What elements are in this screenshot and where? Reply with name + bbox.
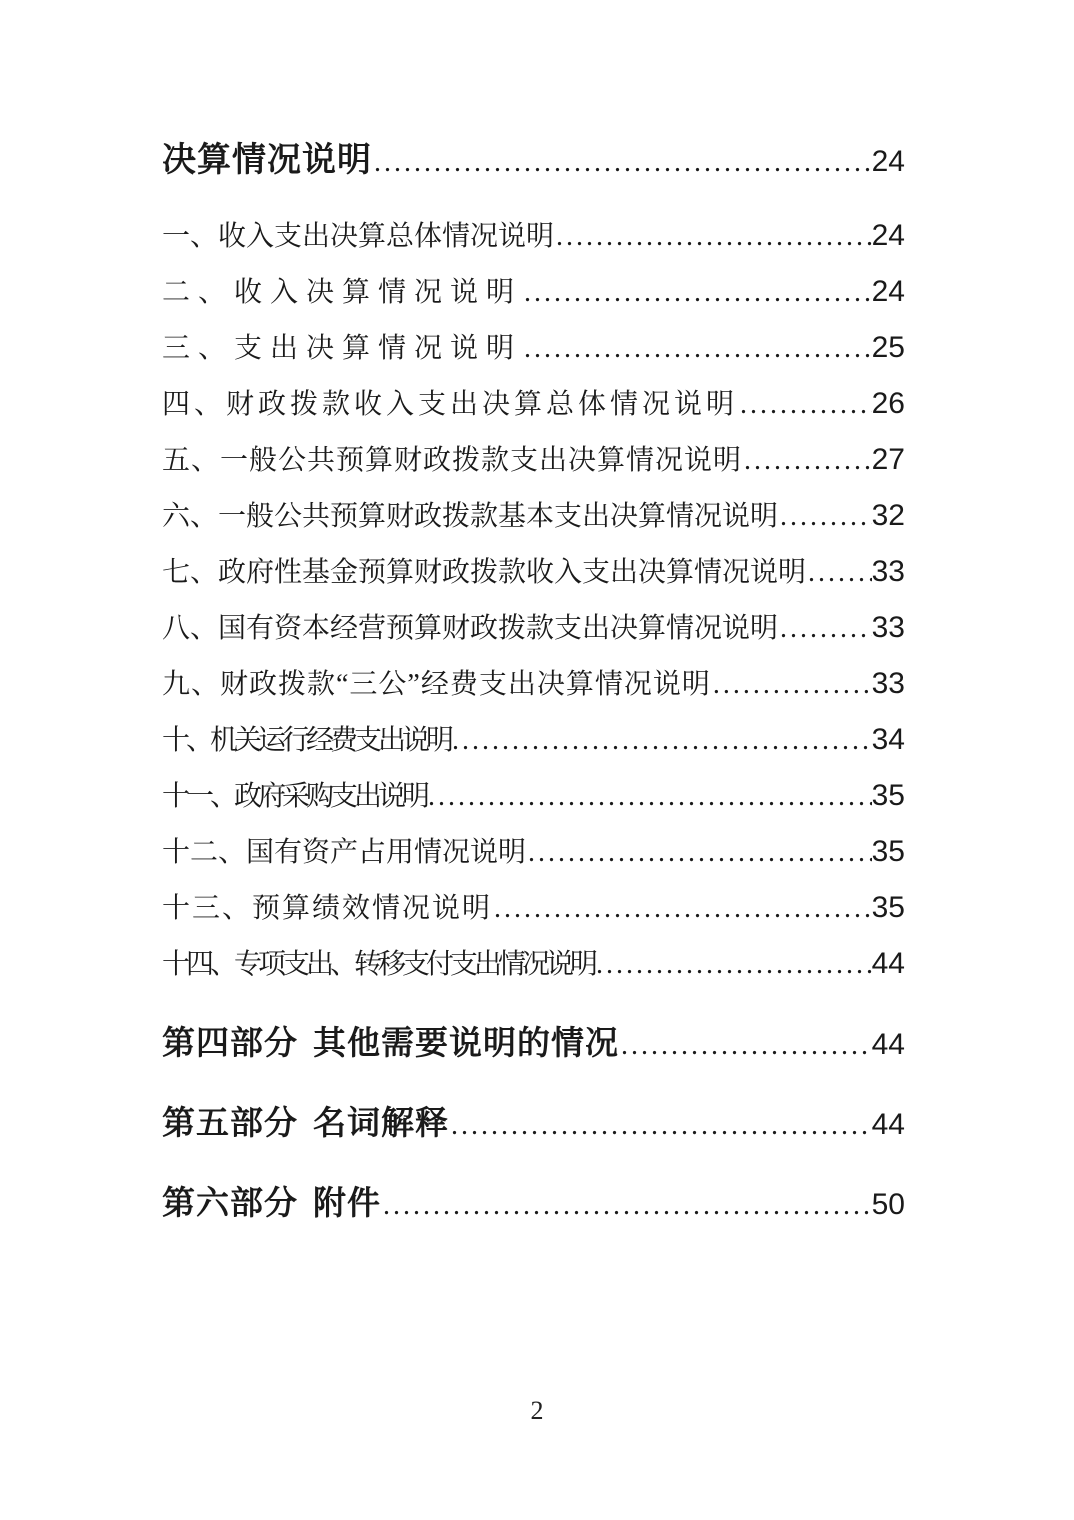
dot-leader: [780, 489, 872, 545]
toc-item-page-number: 26: [871, 387, 905, 420]
toc-part-title: 名词解释: [313, 1104, 449, 1141]
toc-item-list: [162, 208, 905, 992]
toc-item-page-number: 33: [871, 555, 905, 588]
dot-leader: [524, 265, 872, 321]
toc-item-row[interactable]: [162, 544, 905, 600]
dot-leader: [744, 433, 872, 489]
dot-leader: [596, 937, 872, 993]
toc-item-row[interactable]: [162, 880, 905, 936]
toc-item-page-number: 35: [871, 835, 905, 868]
toc-part-row[interactable]: [162, 1163, 905, 1243]
toc-item-page-number: 27: [871, 443, 905, 476]
dot-leader: [494, 881, 872, 937]
dot-leader: [374, 135, 872, 191]
toc-item-title: 六、一般公共预算财政拨款基本支出决算情况说明: [162, 501, 779, 532]
toc-item-page-number: 32: [871, 499, 905, 532]
toc-item-row[interactable]: [162, 488, 905, 544]
toc-item-row[interactable]: [162, 208, 905, 264]
toc-part-label: 第四部分: [162, 1024, 298, 1061]
dot-leader: [528, 825, 872, 881]
table-of-contents: [162, 132, 905, 1243]
toc-item-row[interactable]: [162, 712, 905, 768]
toc-part-page-number: 44: [871, 1028, 905, 1061]
toc-item-page-number: 35: [871, 779, 905, 812]
toc-part-title: 附件: [313, 1184, 381, 1221]
toc-item-title: 三、支出决算情况说明: [162, 333, 523, 364]
toc-item-page-number: 24: [871, 219, 905, 252]
toc-item-title: 四、财政拨款收入支出决算总体情况说明: [162, 389, 739, 420]
toc-part-list: [162, 1003, 905, 1243]
dot-leader: [740, 377, 872, 433]
dot-leader: [451, 1086, 872, 1166]
toc-item-page-number: 34: [871, 723, 905, 756]
dot-leader: [452, 713, 872, 769]
toc-heading-page-number: 24: [871, 145, 905, 178]
dot-leader: [556, 209, 872, 265]
toc-heading-title: 决算情况说明: [162, 141, 372, 179]
toc-item-title: 十四、专项支出、转移支付支出情况说明: [162, 949, 595, 980]
toc-item-row[interactable]: [162, 264, 905, 320]
toc-part-label: 第六部分: [162, 1184, 298, 1221]
dot-leader: [524, 321, 872, 377]
dot-leader: [428, 769, 872, 825]
toc-item-page-number: 33: [871, 611, 905, 644]
toc-item-row[interactable]: [162, 936, 905, 992]
toc-part-title: 其他需要说明的情况: [313, 1024, 619, 1061]
toc-item-page-number: 25: [871, 331, 905, 364]
toc-item-title: 二、收入决算情况说明: [162, 277, 523, 308]
toc-item-page-number: 44: [871, 947, 905, 980]
toc-part-page-number: 50: [871, 1188, 905, 1221]
dot-leader: [808, 545, 872, 601]
toc-item-title: 七、政府性基金预算财政拨款收入支出决算情况说明: [162, 557, 807, 588]
toc-part-row[interactable]: [162, 1003, 905, 1083]
toc-item-row[interactable]: [162, 320, 905, 376]
toc-item-row[interactable]: [162, 600, 905, 656]
toc-item-title: 八、国有资本经营预算财政拨款支出决算情况说明: [162, 613, 779, 644]
toc-item-page-number: 24: [871, 275, 905, 308]
toc-part-label: 第五部分: [162, 1104, 298, 1141]
toc-item-row[interactable]: [162, 376, 905, 432]
toc-item-title: 十二、国有资产占用情况说明: [162, 837, 527, 868]
toc-item-title: 九、财政拨款“三公”经费支出决算情况说明: [162, 669, 711, 700]
footer-page-number: 2: [530, 1396, 544, 1425]
toc-part-page-number: 44: [871, 1108, 905, 1141]
toc-item-title: 一、收入支出决算总体情况说明: [162, 221, 555, 252]
toc-item-row[interactable]: [162, 768, 905, 824]
dot-leader: [713, 657, 872, 713]
dot-leader: [621, 1006, 872, 1086]
toc-item-title: 十、机关运行经费支出说明: [162, 725, 451, 756]
toc-item-title: 五、一般公共预算财政拨款支出决算情况说明: [162, 445, 743, 476]
toc-item-title: 十三、预算绩效情况说明: [162, 893, 493, 924]
toc-item-row[interactable]: [162, 824, 905, 880]
toc-item-title: 十一、政府采购支出说明: [162, 781, 427, 812]
dot-leader: [780, 601, 872, 657]
toc-item-page-number: 35: [871, 891, 905, 924]
toc-part-row[interactable]: [162, 1083, 905, 1163]
toc-item-row[interactable]: [162, 432, 905, 488]
toc-item-page-number: 33: [871, 667, 905, 700]
toc-item-row[interactable]: [162, 656, 905, 712]
dot-leader: [383, 1166, 872, 1246]
toc-heading-row[interactable]: [162, 132, 905, 188]
